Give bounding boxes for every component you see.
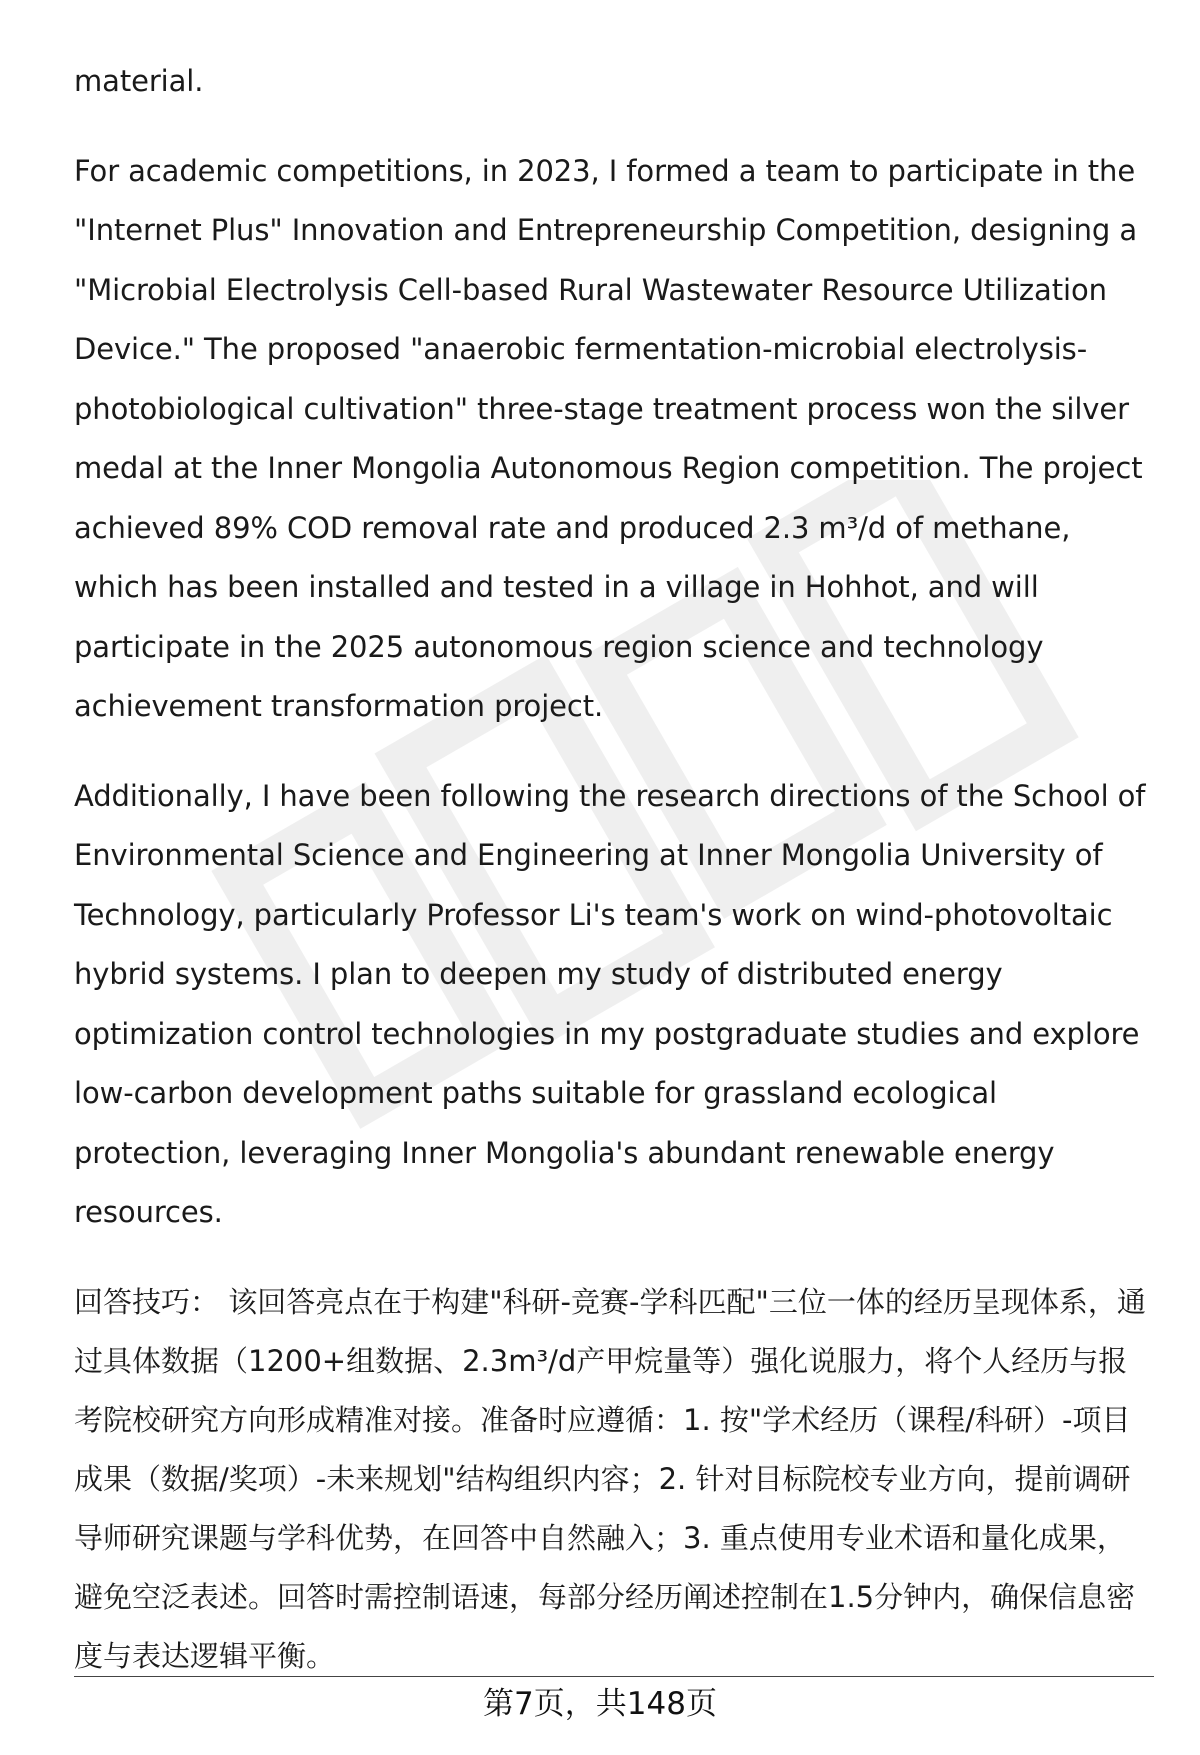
document-body	[74, 52, 1154, 1686]
answer-tips: 回答技巧： 该回答亮点在于构建"科研-竞赛-学科匹配"三位一体的经历呈现体系，通过具体数据（1200+组数据、2.3m³/d产甲烷量等）强化说服力，将个人经历与报考院校研究方向形成精准对接。准备时应遵循：1. 按"学术经历（课程/科研）-项目成果（数据/奖项）-未来规划"结构组织内容；2. 针对目标院校专业方向，提前调研导师研究课题与学科优势，在回答中自然融入；3. 重点使用专业术语和量化成果，避免空泛表述。回答时需控制语速，每部分经历阐述控制在1.5分钟内，确保信息密度与表达逻辑平衡。	[74, 1284, 1146, 1673]
paragraph-competitions: For academic competitions, in 2023, I formed a team to participate in the "Internet Plus" Innovation and Entrepreneurship Competition, designing a "Microbial Electrolysis Cell-based Rural Wastewater Resource Utilization Device." The proposed "anaerobic fermentation-microbial electrolysis-photobiological cultivation" three-stage treatment process won the silver medal at the Inner Mongolia Autonomous Region competition. The project achieved 89% COD removal rate and produced 2.3 m³/d of methane, which has been installed and tested in a village in Hohhot, and will participate in the 2025 autonomous region science and technology achievement transformation project.	[74, 153, 1143, 723]
paragraph-research-direction: Additionally, I have been following the research directions of the School of Environmental Science and Engineering at Inner Mongolia University of Technology, particularly Professor Li's team's work on wind-photovoltaic hybrid systems. I plan to deepen my study of distributed energy optimization control technologies in my postgraduate studies and explore low-carbon development paths suitable for grassland ecological protection, leveraging Inner Mongolia's abundant renewable energy resources.	[74, 778, 1146, 1229]
page-number: 第7页，共148页	[483, 1686, 717, 1722]
footer-divider	[74, 1676, 1154, 1677]
paragraph-continued: material.	[74, 64, 204, 98]
